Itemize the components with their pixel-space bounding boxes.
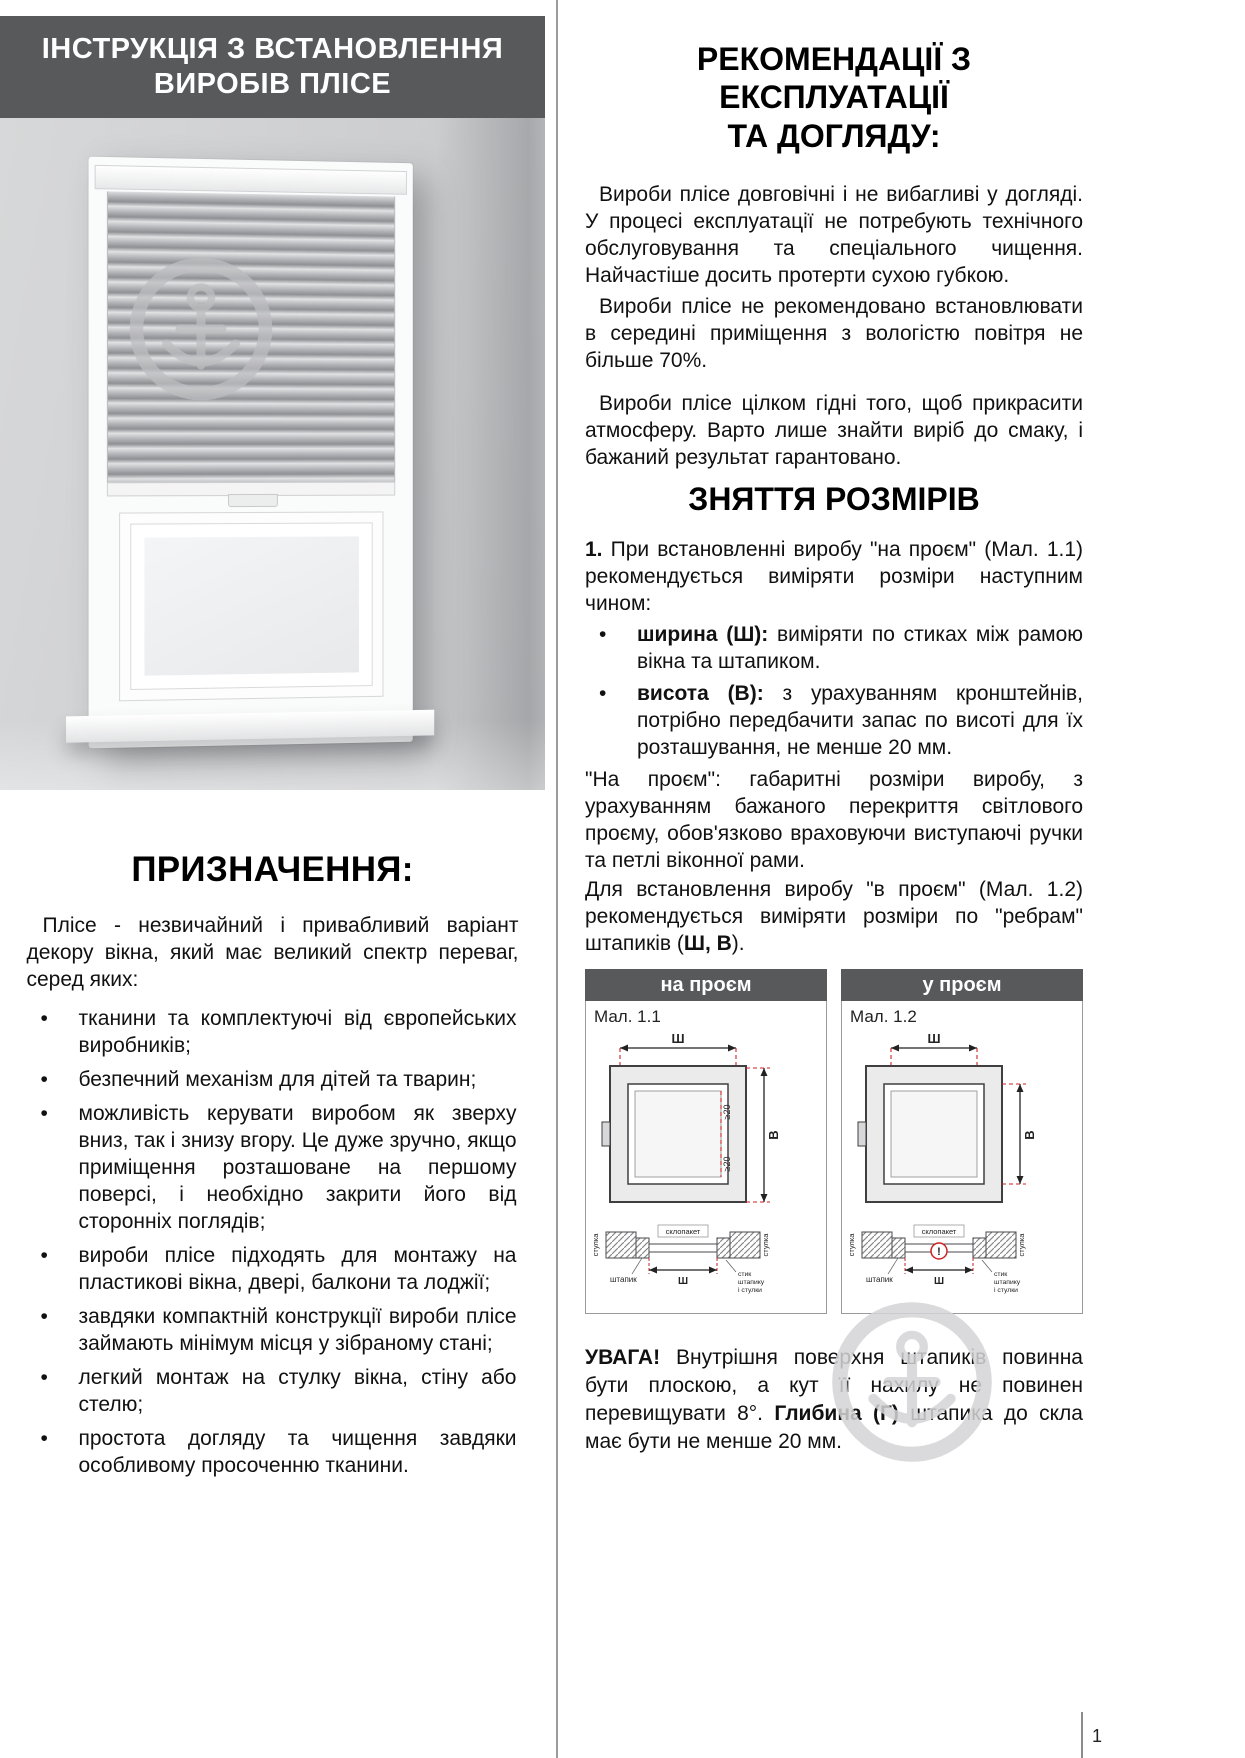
figure-label: Мал. 1.1 bbox=[594, 1007, 661, 1027]
term-height: висота (В): bbox=[637, 682, 764, 706]
list-item-text: тканини та комплектуючі від європейських виробників; bbox=[78, 1007, 517, 1057]
attention-bold-2: Глибина (Г) bbox=[774, 1402, 899, 1426]
left-header-banner bbox=[0, 16, 545, 118]
window-photo bbox=[0, 118, 545, 790]
list-item bbox=[585, 621, 1083, 675]
sash-label: стулка bbox=[591, 1233, 600, 1257]
dimensions-bold: Ш, В bbox=[683, 932, 732, 956]
list-item-text: завдяки компактній конструкції вироби плісе займають мінімум місця у зібраному стані; bbox=[78, 1305, 517, 1355]
sash-label: стулка bbox=[847, 1233, 856, 1257]
care-title-line-2: ТА ДОГЛЯДУ: bbox=[727, 117, 941, 154]
bullet-icon: • bbox=[40, 1305, 48, 1328]
width-label: Ш bbox=[933, 1276, 945, 1288]
paragraph-text: Для встановлення виробу "в проєм" (Мал. 1.2) рекомендується виміряти розміри по "ребрам" штапиків ( bbox=[585, 878, 1083, 956]
width-label: Ш bbox=[671, 1031, 685, 1047]
figure-label: Мал. 1.2 bbox=[850, 1007, 917, 1027]
bullet-icon: • bbox=[40, 1244, 48, 1267]
list-item-text: легкий монтаж на стулку вікна, стіну або стелю; bbox=[78, 1366, 517, 1416]
measuring-paragraph-2: "На проєм": габаритні розміри виробу, з урахуванням бажаного перекриття світлового проєму, обов'язково враховуючи виступаючі ручки та петлі віконної рами. bbox=[585, 768, 1083, 873]
bullet-icon: • bbox=[40, 1102, 48, 1125]
diagram-header: у проєм bbox=[841, 969, 1083, 1001]
window-sill bbox=[66, 710, 434, 743]
attention-text-1: Внутрішня поверхня штапиків повинна бути плоскою, а кут її нахилу не повинен перевищувати 8°. bbox=[585, 1346, 1083, 1426]
bead-label: штапик bbox=[866, 1275, 893, 1285]
height-dimension bbox=[746, 1068, 781, 1202]
diagram-svg-u-proem bbox=[844, 1027, 1080, 1307]
window-glass bbox=[144, 536, 358, 675]
height-dimension bbox=[1002, 1084, 1037, 1184]
list-item bbox=[29, 1005, 517, 1059]
page-number: 1 bbox=[1092, 1726, 1103, 1746]
paragraph-text: ). bbox=[731, 932, 745, 956]
sash-label: стулка bbox=[1017, 1233, 1026, 1257]
left-column bbox=[0, 0, 545, 1486]
list-item bbox=[29, 1066, 517, 1093]
bullet-icon: • bbox=[599, 623, 607, 647]
min-overlap-label: ≥20 bbox=[722, 1156, 732, 1172]
banner-line-2: ВИРОБІВ ПЛІСЕ bbox=[153, 68, 392, 100]
diagram-header: на проєм bbox=[585, 969, 827, 1001]
list-item bbox=[29, 1364, 517, 1418]
list-item-text: виміряти по стиках між рамою вікна та штапиком. bbox=[637, 623, 1083, 674]
list-item-text: простота догляду та чищення завдяки особливому просоченню тканини. bbox=[78, 1427, 517, 1477]
diagram-svg-na-proem bbox=[588, 1027, 824, 1307]
purpose-title: ПРИЗНАЧЕННЯ: bbox=[131, 850, 414, 889]
right-column bbox=[585, 40, 1083, 1456]
list-item bbox=[29, 1100, 517, 1235]
list-item bbox=[29, 1425, 517, 1479]
joint-label: штапику bbox=[738, 1279, 765, 1287]
list-item-text: з урахуванням кронштейнів, потрібно передбачити запас по висоті для їх розташування, не менше 20 мм. bbox=[637, 682, 1083, 760]
sash-label: стулка bbox=[761, 1233, 770, 1257]
list-item bbox=[29, 1242, 517, 1296]
bullet-icon: • bbox=[40, 1427, 48, 1450]
diagram-box bbox=[841, 1001, 1083, 1314]
window-frame bbox=[89, 157, 413, 749]
cross-section bbox=[591, 1225, 770, 1294]
care-title-line-1: РЕКОМЕНДАЦІЇ З ЕКСПЛУАТАЦІЇ bbox=[696, 41, 972, 116]
height-label: В bbox=[1022, 1130, 1037, 1140]
wall-recess-shadow bbox=[435, 118, 545, 790]
measuring-title: ЗНЯТТЯ РОЗМІРІВ bbox=[688, 481, 980, 518]
shade-handle bbox=[228, 494, 278, 507]
diagram-panel-u-proem bbox=[841, 969, 1083, 1314]
purpose-intro: Плісе - незвичайний і привабливий варіант декору вікна, який має великий спектр переваг, серед яких: bbox=[26, 914, 519, 991]
joint-label: і стулки bbox=[738, 1287, 762, 1295]
window-top-rail bbox=[95, 165, 407, 195]
diagram-panel-na-proem bbox=[585, 969, 827, 1314]
measuring-bullet-list bbox=[585, 621, 1083, 761]
width-label: Ш bbox=[677, 1276, 689, 1288]
bead-label: штапик bbox=[610, 1275, 637, 1285]
warning-mark: ! bbox=[937, 1246, 941, 1259]
measuring-step-1 bbox=[585, 536, 1083, 617]
banner-line-1: ІНСТРУКЦІЯ З ВСТАНОВЛЕННЯ bbox=[41, 32, 504, 65]
column-divider bbox=[556, 0, 558, 1758]
pleated-shade bbox=[107, 191, 395, 482]
window-drawing bbox=[602, 1066, 746, 1202]
list-item bbox=[29, 1303, 517, 1357]
list-item-text: можливість керувати виробом як зверху вниз, так і знизу вгору. Це дуже зручно, якщо приміщення розташоване на першому поверсі, і необхідно закрити його від сторонніх поглядів; bbox=[78, 1102, 517, 1233]
glazing-label: склопакет bbox=[665, 1227, 701, 1237]
step-number: 1. bbox=[585, 538, 603, 562]
list-item bbox=[585, 680, 1083, 761]
attention-text-2: штапика до скла має бути не менше 20 мм. bbox=[585, 1402, 1083, 1454]
height-label: В bbox=[766, 1130, 781, 1140]
window-sash bbox=[119, 511, 383, 701]
care-paragraph-1: Вироби плісе довговічні і не вибагливі у догляді. У процесі експлуатації не потребують технічного обслуговування та спеціального чищення. Найчастіше досить протерти сухою губкою. bbox=[585, 183, 1083, 288]
cross-section bbox=[847, 1225, 1026, 1294]
width-label: Ш bbox=[927, 1031, 941, 1047]
glazing-label: склопакет bbox=[921, 1227, 957, 1237]
list-item-text: вироби плісе підходять для монтажу на пластикові вікна, двері, балкони та лоджії; bbox=[78, 1244, 517, 1294]
min-overlap-label: ≥20 bbox=[722, 1104, 732, 1120]
term-width: ширина (Ш): bbox=[637, 623, 769, 647]
care-title bbox=[585, 40, 1083, 155]
measuring-diagrams bbox=[585, 969, 1083, 1314]
measuring-paragraph-3 bbox=[585, 876, 1083, 957]
step-text: При встановленні виробу "на проєм" (Мал. 1.1) рекомендується виміряти розміри наступним чином: bbox=[585, 538, 1083, 616]
joint-label: стик bbox=[994, 1271, 1008, 1279]
bullet-icon: • bbox=[40, 1366, 48, 1389]
bullet-icon: • bbox=[40, 1007, 48, 1030]
purpose-bullet-list bbox=[29, 1005, 517, 1479]
bullet-icon: • bbox=[599, 682, 607, 706]
list-item-text: безпечний механізм для дітей та тварин; bbox=[78, 1068, 477, 1091]
joint-label: стик bbox=[738, 1271, 752, 1279]
care-paragraph-2: Вироби плісе не рекомендовано встановлювати в середині приміщення з вологістю повітря не більше 70%. bbox=[585, 295, 1083, 373]
diagram-box bbox=[585, 1001, 827, 1314]
window-drawing bbox=[858, 1066, 1002, 1202]
joint-label: і стулки bbox=[994, 1287, 1018, 1295]
attention-lead: УВАГА! bbox=[585, 1346, 661, 1370]
page-number-rule bbox=[1081, 1712, 1083, 1758]
bullet-icon: • bbox=[40, 1068, 48, 1091]
attention-note bbox=[585, 1344, 1083, 1456]
joint-label: штапику bbox=[994, 1279, 1021, 1287]
care-paragraph-3: Вироби плісе цілком гідні того, щоб прикрасити атмосферу. Варто лише знайти виріб до смаку, і бажаний результат гарантовано. bbox=[585, 392, 1083, 470]
